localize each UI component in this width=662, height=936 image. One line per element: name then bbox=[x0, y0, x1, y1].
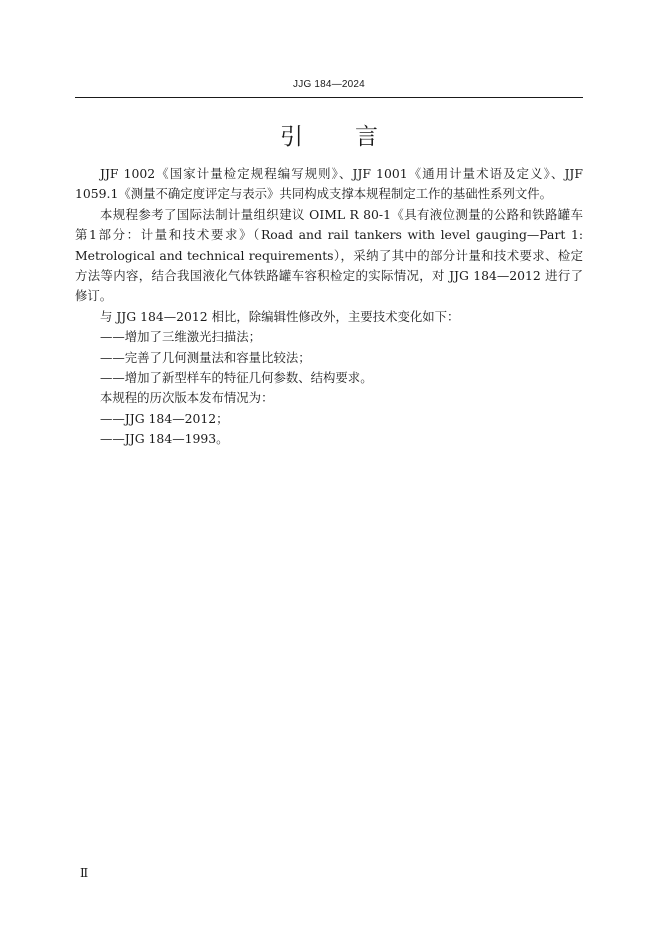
paragraph-version-history-intro: 本规程的历次版本发布情况为： bbox=[100, 390, 274, 406]
list-item-change: ——增加了新型样车的特征几何参数、结构要求。 bbox=[100, 370, 373, 386]
page-header-standard-code: JJG 184—2024 bbox=[293, 79, 365, 90]
document-body bbox=[75, 164, 583, 450]
paragraph-oiml-reference: 本规程参考了国际法制计量组织建议 OIML R 80-1《具有液位测量的公路和铁路罐车 第1部分：计量和技术要求》（Road and rail tankers with level gauging—Part 1: Metrological and technical requirements），采纳了其中的部分计量和技术要求、检定方法等内容，结合我国液化气体铁路罐车容积检定的实际情况，对 JJG 184—2012 进行了修订。 bbox=[75, 206, 583, 304]
paragraph-changes-intro: 与 JJG 184—2012 相比，除编辑性修改外，主要技术变化如下： bbox=[100, 308, 460, 324]
header-divider bbox=[75, 97, 583, 98]
list-item-change: ——增加了三维激光扫描法； bbox=[100, 329, 262, 345]
list-item-change: ——完善了几何测量法和容量比较法； bbox=[100, 349, 311, 365]
paragraph-foundation-docs: JJF 1002《国家计量检定规程编写规则》、JJF 1001《通用计量术语及定义》、JJF 1059.1《测量不确定度评定与表示》共同构成支撑本规程制定工作的基础性系列文件。 bbox=[75, 166, 583, 202]
section-title: 引言 bbox=[280, 124, 430, 150]
list-item-version: ——JJG 184—1993。 bbox=[100, 431, 229, 447]
list-item-version: ——JJG 184—2012； bbox=[100, 410, 229, 426]
page-number: Ⅱ bbox=[80, 866, 89, 880]
